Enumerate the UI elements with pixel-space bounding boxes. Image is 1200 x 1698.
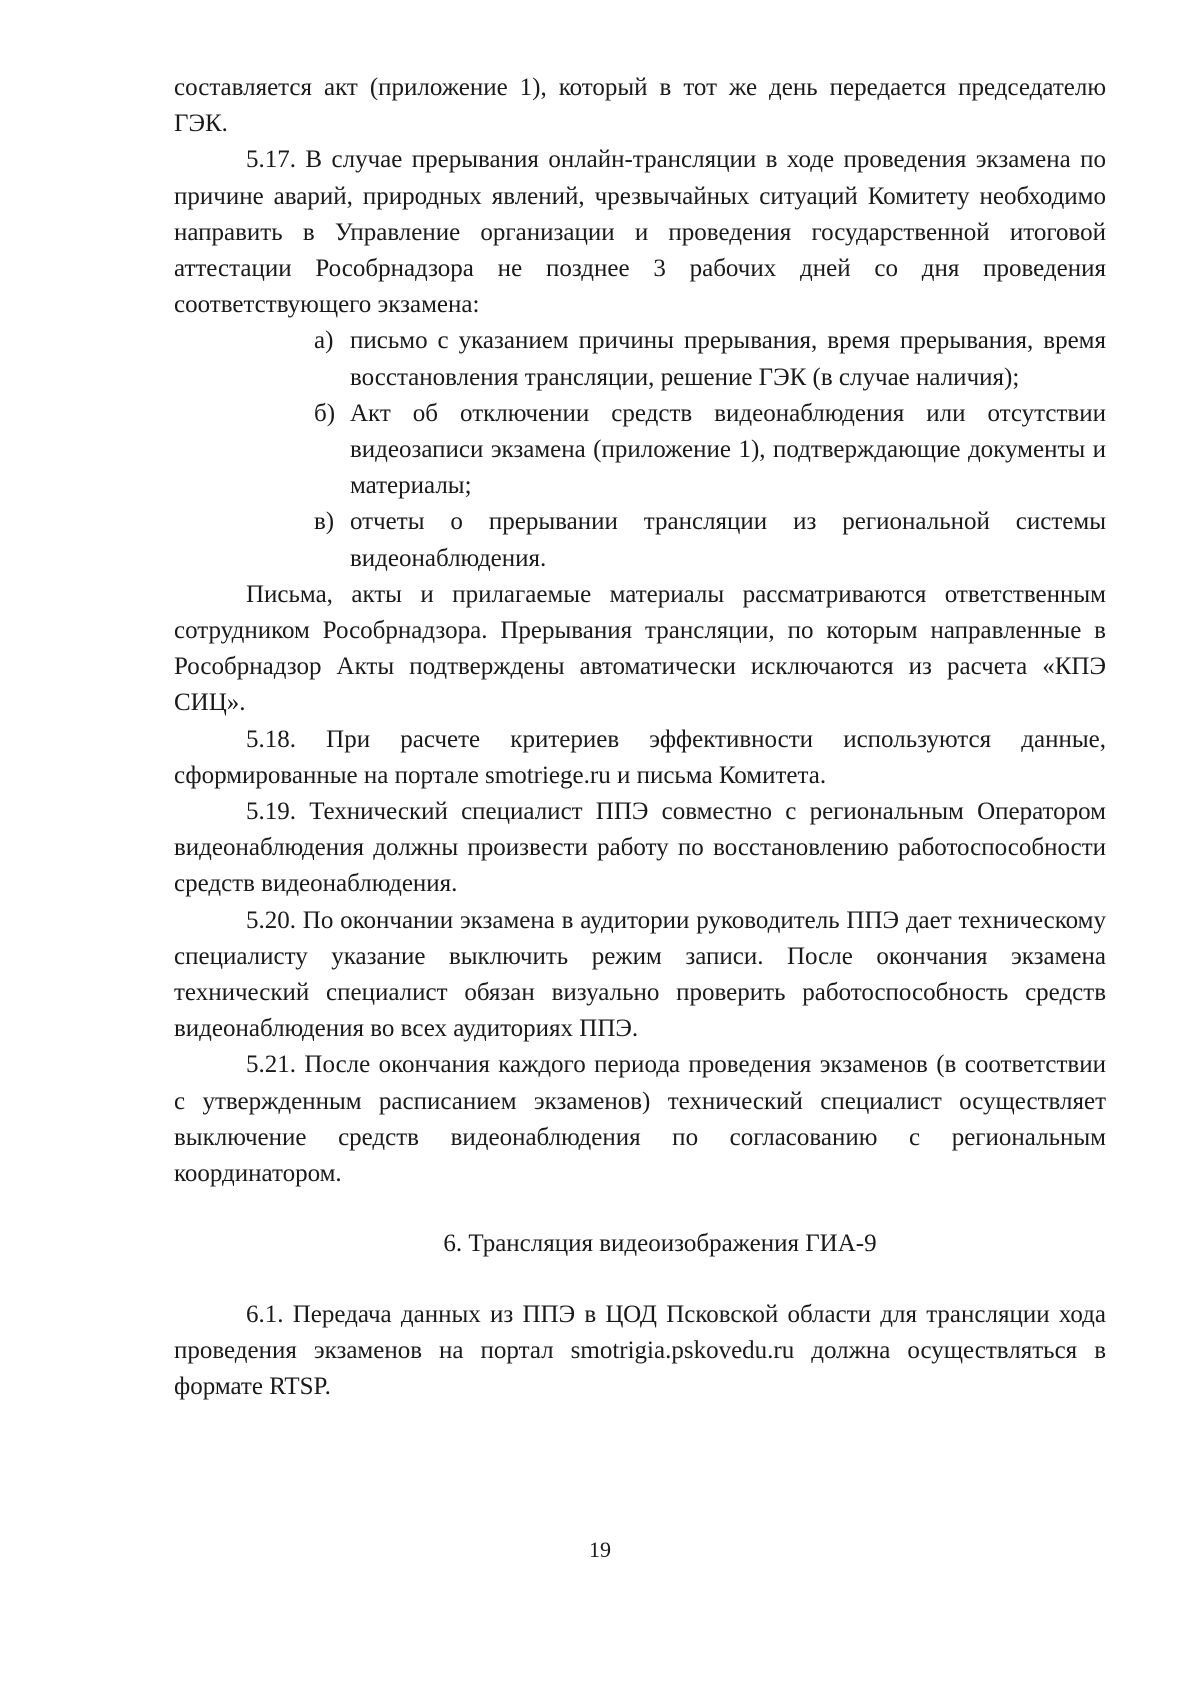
list-item-text: отчеты о прерывании трансляции из региональной системы видеонаблюдения. [350,508,1106,572]
paragraph-letters: Письма, акты и прилагаемые материалы рассматриваются ответственным сотрудником Рособрнадзора. Прерывания трансляции, по которым направленные в Рособрнадзор Акты подтверждены автоматически исключаются из расчета «КПЭ СИЦ». [174,580,1106,717]
list-item-v [314,504,1106,576]
list-marker: в) [314,508,335,536]
paragraph-6-1: 6.1. Передача данных из ППЭ в ЦОД Псковской области для трансляции хода проведения экзаменов на портал smotrigia.pskovedu.ru должна осуществляться в формате RTSP. [174,1300,1106,1400]
list-item-text: Акт об отключении средств видеонаблюдения или отсутствии видеозаписи экзамена (приложение 1), подтверждающие документы и материалы; [350,399,1106,500]
paragraph-5-19: 5.19. Технический специалист ППЭ совместно с региональным Оператором видеонаблюдения должны произвести работу по восстановлению работоспособности средств видеонаблюдения. [174,798,1106,898]
list [174,323,1106,576]
paragraph-5-18: 5.18. При расчете критериев эффективности используются данные, сформированные на портале smotriege.ru и письма Комитета. [174,725,1106,789]
paragraph-5-20: 5.20. По окончании экзамена в аудитории руководитель ППЭ дает техническому специалисту указание выключить режим записи. После окончания экзамена технический специалист обязан визуально проверить работоспособность средств видеонаблюдения во всех аудиториях ППЭ. [174,906,1106,1043]
list-item-b [314,396,1106,505]
list-marker: б) [314,399,336,427]
document-page [174,70,1106,1405]
paragraph-intro: составляется акт (приложение 1), который в тот же день передается председателю ГЭК. [174,74,1106,138]
list-item-a [314,323,1106,395]
list-item-text: письмо с указанием причины прерывания, время прерывания, время восстановления трансляции, решение ГЭК (в случае наличия); [350,327,1106,391]
page-number: 19 [589,1537,611,1562]
paragraph-5-21: 5.21. После окончания каждого периода проведения экзаменов (в соответствии с утвержденным расписанием экзаменов) технический специалист осуществляет выключение средств видеонаблюдения по согласованию с региональным координатором. [174,1051,1106,1188]
list-marker: а) [314,327,334,355]
paragraph-5-17: 5.17. В случае прерывания онлайн-трансляции в ходе проведения экзамена по причине аварий, природных явлений, чрезвычайных ситуаций Комитету необходимо направить в Управление организации и проведения государственной итоговой аттестации Рособрнадзора не позднее 3 рабочих дней со дня проведения соответствующего экзамена: [174,146,1106,319]
section-heading-6: 6. Трансляция видеоизображения ГИА-9 [443,1230,877,1258]
